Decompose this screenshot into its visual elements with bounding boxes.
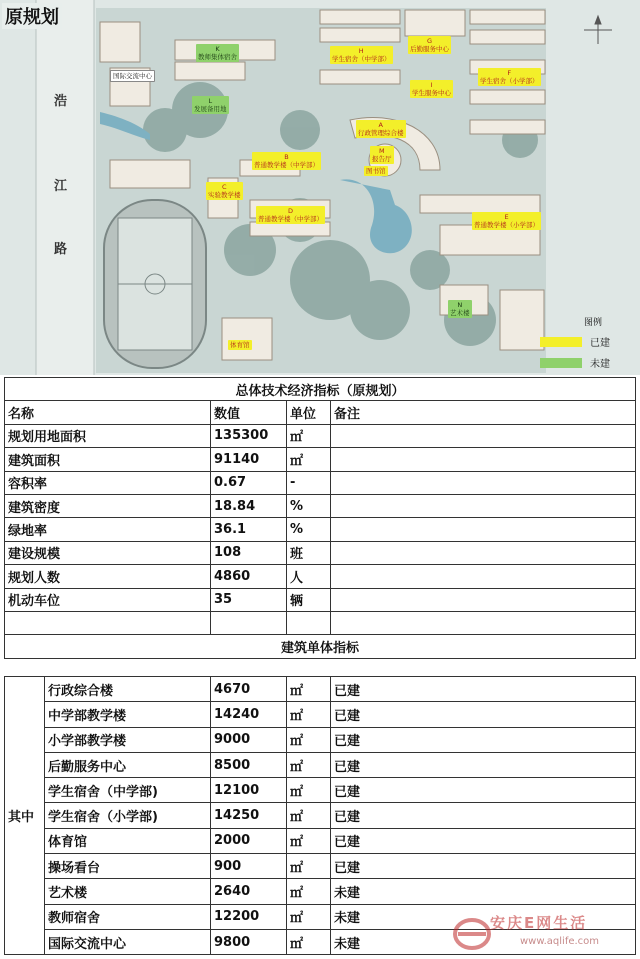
row-status: 已建 [331, 828, 636, 853]
row-name: 规划用地面积 [5, 424, 211, 447]
table-row [5, 778, 636, 803]
header-value: 数值 [211, 401, 287, 424]
row-value: 4860 [211, 565, 287, 588]
legend-row-built [540, 334, 636, 349]
row-unit: ㎡ [287, 727, 331, 752]
row-note [331, 565, 636, 588]
row-note [331, 424, 636, 447]
header-name: 名称 [5, 401, 211, 424]
row-unit: 班 [287, 541, 331, 564]
road-name-char: 路 [54, 242, 68, 257]
row-name: 规划人数 [5, 565, 211, 588]
watermark-url: www.aqlife.com [520, 936, 600, 947]
row-unit: ㎡ [287, 778, 331, 803]
road-name-char: 江 [54, 179, 68, 194]
row-unit: ㎡ [287, 803, 331, 828]
row-unit: ㎡ [287, 702, 331, 727]
plan-label-logistics: G 后勤服务中心 [410, 37, 449, 53]
table-row [5, 471, 636, 494]
row-unit: ㎡ [287, 854, 331, 879]
row-value: 4670 [211, 677, 287, 702]
row-unit: ㎡ [287, 904, 331, 929]
row-unit: ㎡ [287, 448, 331, 471]
table-row [5, 752, 636, 777]
row-value: 12100 [211, 778, 287, 803]
plan-label-teacher-dorm: K 教师集体宿舍 [198, 45, 237, 61]
legend-row-planned [540, 355, 636, 370]
row-value: 2000 [211, 828, 287, 853]
row-unit: ㎡ [287, 752, 331, 777]
row-name: 建设规模 [5, 541, 211, 564]
row-value: 35 [211, 588, 287, 611]
row-note [331, 518, 636, 541]
table1-title: 总体技术经济指标（原规划） [5, 378, 636, 401]
row-status: 未建 [331, 904, 636, 929]
table-row [5, 565, 636, 588]
row-value: 135300 [211, 424, 287, 447]
row-status: 已建 [331, 677, 636, 702]
watermark-text: 安庆E网生活 [490, 914, 588, 932]
watermark [448, 910, 638, 956]
table-row [5, 424, 636, 447]
row-value: 14250 [211, 803, 287, 828]
row-status: 未建 [331, 929, 636, 954]
row-name: 学生宿舍（中学部) [45, 778, 211, 803]
row-unit: ㎡ [287, 424, 331, 447]
plan-label-art-building: N 艺术楼 [450, 301, 470, 317]
row-name: 操场看台 [45, 854, 211, 879]
row-value: 2640 [211, 879, 287, 904]
legend-label-planned: 未建 [590, 359, 610, 370]
plan-label-teaching-middle-2: D 普通教学楼（中学部） [258, 207, 323, 223]
row-empty-cell [331, 611, 636, 634]
table-row [5, 702, 636, 727]
row-name: 艺术楼 [45, 879, 211, 904]
row-value: 36.1 [211, 518, 287, 541]
row-value: 91140 [211, 448, 287, 471]
row-value: 14240 [211, 702, 287, 727]
road-name-char: 浩 [54, 94, 68, 109]
plan-label-dorm-primary: F 学生宿舍（小学部） [480, 69, 539, 85]
row-name: 学生宿舍（小学部) [45, 803, 211, 828]
row-note [331, 541, 636, 564]
table-row [5, 541, 636, 564]
row-unit: 人 [287, 565, 331, 588]
row-status: 已建 [331, 854, 636, 879]
table-row [5, 494, 636, 517]
row-name: 教师宿舍 [45, 904, 211, 929]
row-note [331, 448, 636, 471]
plan-title: 原规划 [2, 3, 62, 29]
row-name: 小学部教学楼 [45, 727, 211, 752]
row-status: 已建 [331, 727, 636, 752]
row-unit: - [287, 471, 331, 494]
table-row [5, 588, 636, 611]
row-value: 8500 [211, 752, 287, 777]
site-plan-image [0, 0, 640, 375]
plan-label-reserve-land: L 发展备用地 [194, 97, 227, 113]
row-name: 机动车位 [5, 588, 211, 611]
table-row-empty [5, 611, 636, 634]
row-unit: % [287, 518, 331, 541]
row-empty-cell [287, 611, 331, 634]
table-row [5, 727, 636, 752]
table-row [5, 879, 636, 904]
watermark-logo-icon [452, 912, 492, 952]
row-unit: ㎡ [287, 879, 331, 904]
row-name: 容积率 [5, 471, 211, 494]
legend-swatch-planned [540, 358, 582, 368]
row-name: 行政综合楼 [45, 677, 211, 702]
table-row [5, 677, 636, 702]
row-status: 未建 [331, 879, 636, 904]
header-note: 备注 [331, 401, 636, 424]
table-row [5, 828, 636, 853]
row-value: 9800 [211, 929, 287, 954]
plan-label-teaching-middle-1: B 普通教学楼（中学部） [254, 153, 319, 169]
row-unit: ㎡ [287, 677, 331, 702]
table-row [5, 448, 636, 471]
row-unit: % [287, 494, 331, 517]
plan-label-library: 图书馆 [366, 167, 386, 175]
table-row [5, 518, 636, 541]
legend-label-built: 已建 [590, 338, 610, 349]
row-name: 国际交流中心 [45, 929, 211, 954]
row-value: 0.67 [211, 471, 287, 494]
plan-label-dorm-middle: H 学生宿舍（中学部） [332, 47, 391, 63]
row-name: 体育馆 [45, 828, 211, 853]
plan-label-intl-center: 国际交流中心 [110, 70, 155, 82]
row-unit: ㎡ [287, 929, 331, 954]
row-status: 已建 [331, 778, 636, 803]
row-status: 已建 [331, 803, 636, 828]
plan-label-lab: C 实验教学楼 [208, 183, 241, 199]
row-note [331, 494, 636, 517]
plan-label-teaching-primary: E 普通教学楼（小学部） [474, 213, 539, 229]
table2-title: 建筑单体指标 [5, 635, 636, 658]
row-empty-cell [211, 611, 287, 634]
plan-label-admin: A 行政管理综合楼 [358, 121, 404, 137]
row-note [331, 471, 636, 494]
table-row [5, 854, 636, 879]
row-status: 已建 [331, 752, 636, 777]
row-name: 中学部教学楼 [45, 702, 211, 727]
legend-title: 图例 [583, 318, 602, 328]
table1-header-row [5, 401, 636, 424]
row-note [331, 588, 636, 611]
row-name: 绿地率 [5, 518, 211, 541]
row-status: 已建 [331, 702, 636, 727]
row-value: 9000 [211, 727, 287, 752]
plan-label-auditorium: M 报告厅 [372, 147, 392, 163]
plan-label-student-service: I 学生服务中心 [412, 81, 451, 97]
group-label: 其中 [5, 677, 45, 955]
row-name: 后勤服务中心 [45, 752, 211, 777]
row-value: 12200 [211, 904, 287, 929]
legend-swatch-built [540, 337, 582, 347]
row-value: 108 [211, 541, 287, 564]
row-unit: ㎡ [287, 828, 331, 853]
row-empty-cell [5, 611, 211, 634]
plan-legend [540, 315, 636, 375]
header-unit: 单位 [287, 401, 331, 424]
overall-indicators-table [4, 377, 636, 659]
row-name: 建筑面积 [5, 448, 211, 471]
table-row [5, 803, 636, 828]
row-name: 建筑密度 [5, 494, 211, 517]
row-value: 18.84 [211, 494, 287, 517]
row-value: 900 [211, 854, 287, 879]
row-unit: 辆 [287, 588, 331, 611]
plan-label-gym: 体育馆 [230, 341, 250, 349]
